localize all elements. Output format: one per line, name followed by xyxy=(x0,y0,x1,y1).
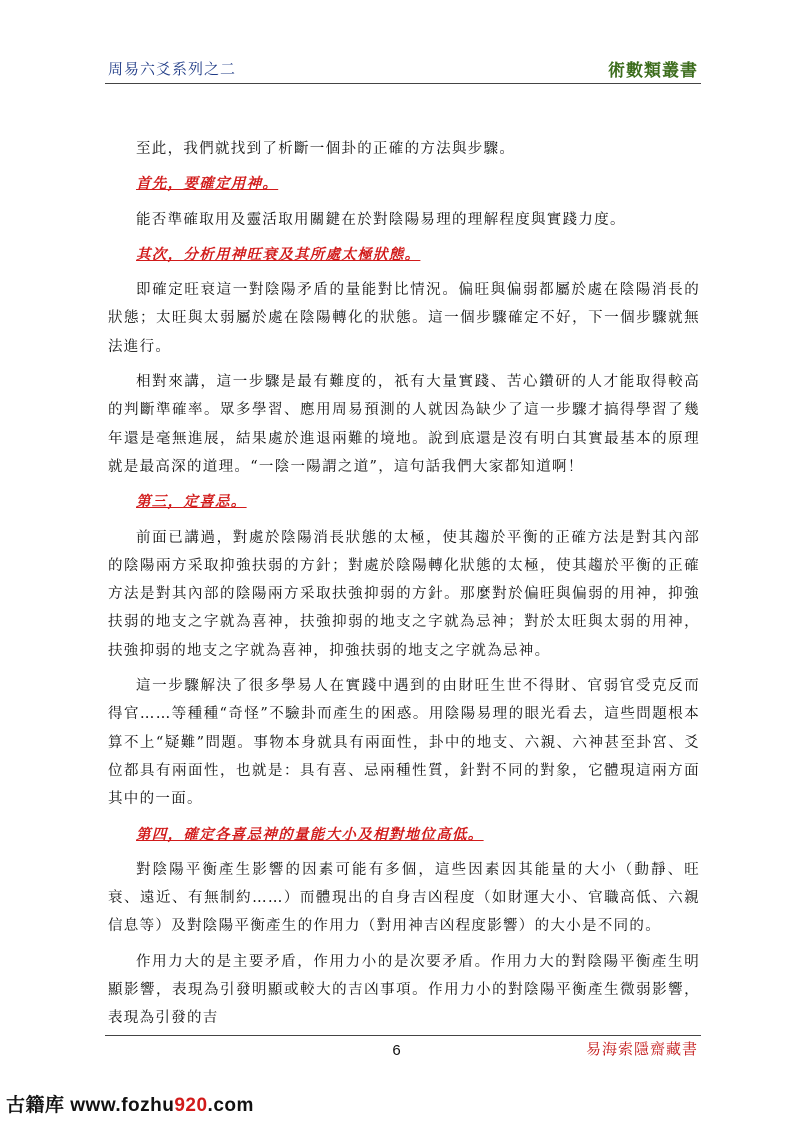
watermark-accent: 920 xyxy=(174,1095,208,1116)
paragraph: 作用力大的是主要矛盾，作用力小的是次要矛盾。作用力大的對陰陽平衡產生明顯影響，表現為引發明顯或較大的吉凶事項。作用力小的對陰陽平衡產生微弱影響，表現為引發的吉 xyxy=(108,953,700,1027)
section-heading: 其次，分析用神旺衰及其所處太極狀態。 xyxy=(136,245,421,263)
footer-divider xyxy=(105,1035,701,1036)
paragraph: 前面已講過，對處於陰陽消長狀態的太極，使其趨於平衡的正確方法是對其內部的陰陽兩方采取抑強扶弱的方針；對處於陰陽轉化狀態的太極，使其趨於平衡的正確方法是對其內部的陰陽兩方采取扶強抑弱的方針。那麼對於偏旺與偏弱的用神，抑強扶弱的地支之字就為喜神，扶強抑弱的地支之字就為忌神；對於太旺與太弱的用神，扶強抑弱的地支之字就為喜神，抑強扶弱的地支之字就為忌神。 xyxy=(108,529,700,659)
section-heading: 第三，定喜忌。 xyxy=(136,493,247,511)
paragraph: 相對來講，這一步驟是最有難度的，祇有大量實踐、苦心鑽研的人才能取得較高的判斷準確率。眾多學習、應用周易預測的人就因為缺少了這一步驟才搞得學習了幾年還是毫無進展，結果處於進退兩難的境地。說到底還是沒有明白其實最基本的原理就是最高深的道理。“一陰一陽謂之道”，這句話我們大家都知道啊！ xyxy=(108,374,700,475)
watermark-suffix: .com xyxy=(207,1095,254,1116)
header-divider xyxy=(105,83,701,84)
header-collection-title: 術數類叢書 xyxy=(608,61,698,81)
paragraph: 即確定旺衰這一對陰陽矛盾的量能對比情況。偏旺與偏弱都屬於處在陰陽消長的狀態；太旺與太弱屬於處在陰陽轉化的狀態。這一個步驟確定不好，下一個步驟就無法進行。 xyxy=(108,282,700,355)
paragraph: 至此，我們就找到了析斷一個卦的正確的方法與步驟。 xyxy=(136,141,516,157)
paragraph: 對陰陽平衡產生影響的因素可能有多個，這些因素因其能量的大小（動靜、旺衰、遠近、有無制約……）而體現出的自身吉凶程度（如財運大小、官職高低、六親信息等）及對陰陽平衡產生的作用力（對用神吉凶程度影響）的大小是不同的。 xyxy=(108,861,700,935)
section-heading: 首先，要確定用神。 xyxy=(136,175,279,193)
paragraph: 這一步驟解決了很多學易人在實踐中遇到的由財旺生世不得財、官弱官受克反而得官……等種種“奇怪”不驗卦而產生的困惑。用陰陽易理的眼光看去，這些問題根本算不上“疑難”問題。事物本身就具有兩面性，卦中的地支、六親、六神甚至卦宮、爻位都具有兩面性，也就是：具有喜、忌兩種性質，針對不同的對象，它體現這兩方面其中的一面。 xyxy=(108,678,700,808)
site-watermark xyxy=(6,1090,254,1117)
watermark-prefix: 古籍库 www.fozhu xyxy=(6,1095,175,1116)
document-body xyxy=(108,135,700,1033)
paragraph: 能否準確取用及靈活取用關鍵在於對陰陽易理的理解程度與實踐力度。 xyxy=(136,211,626,228)
section-heading: 第四，確定各喜忌神的量能大小及相對地位高低。 xyxy=(136,825,484,843)
page-number: 6 xyxy=(392,1042,401,1059)
footer-collection-mark: 易海索隱齋藏書 xyxy=(585,1040,698,1058)
header-series-title: 周易六爻系列之二 xyxy=(108,60,237,78)
